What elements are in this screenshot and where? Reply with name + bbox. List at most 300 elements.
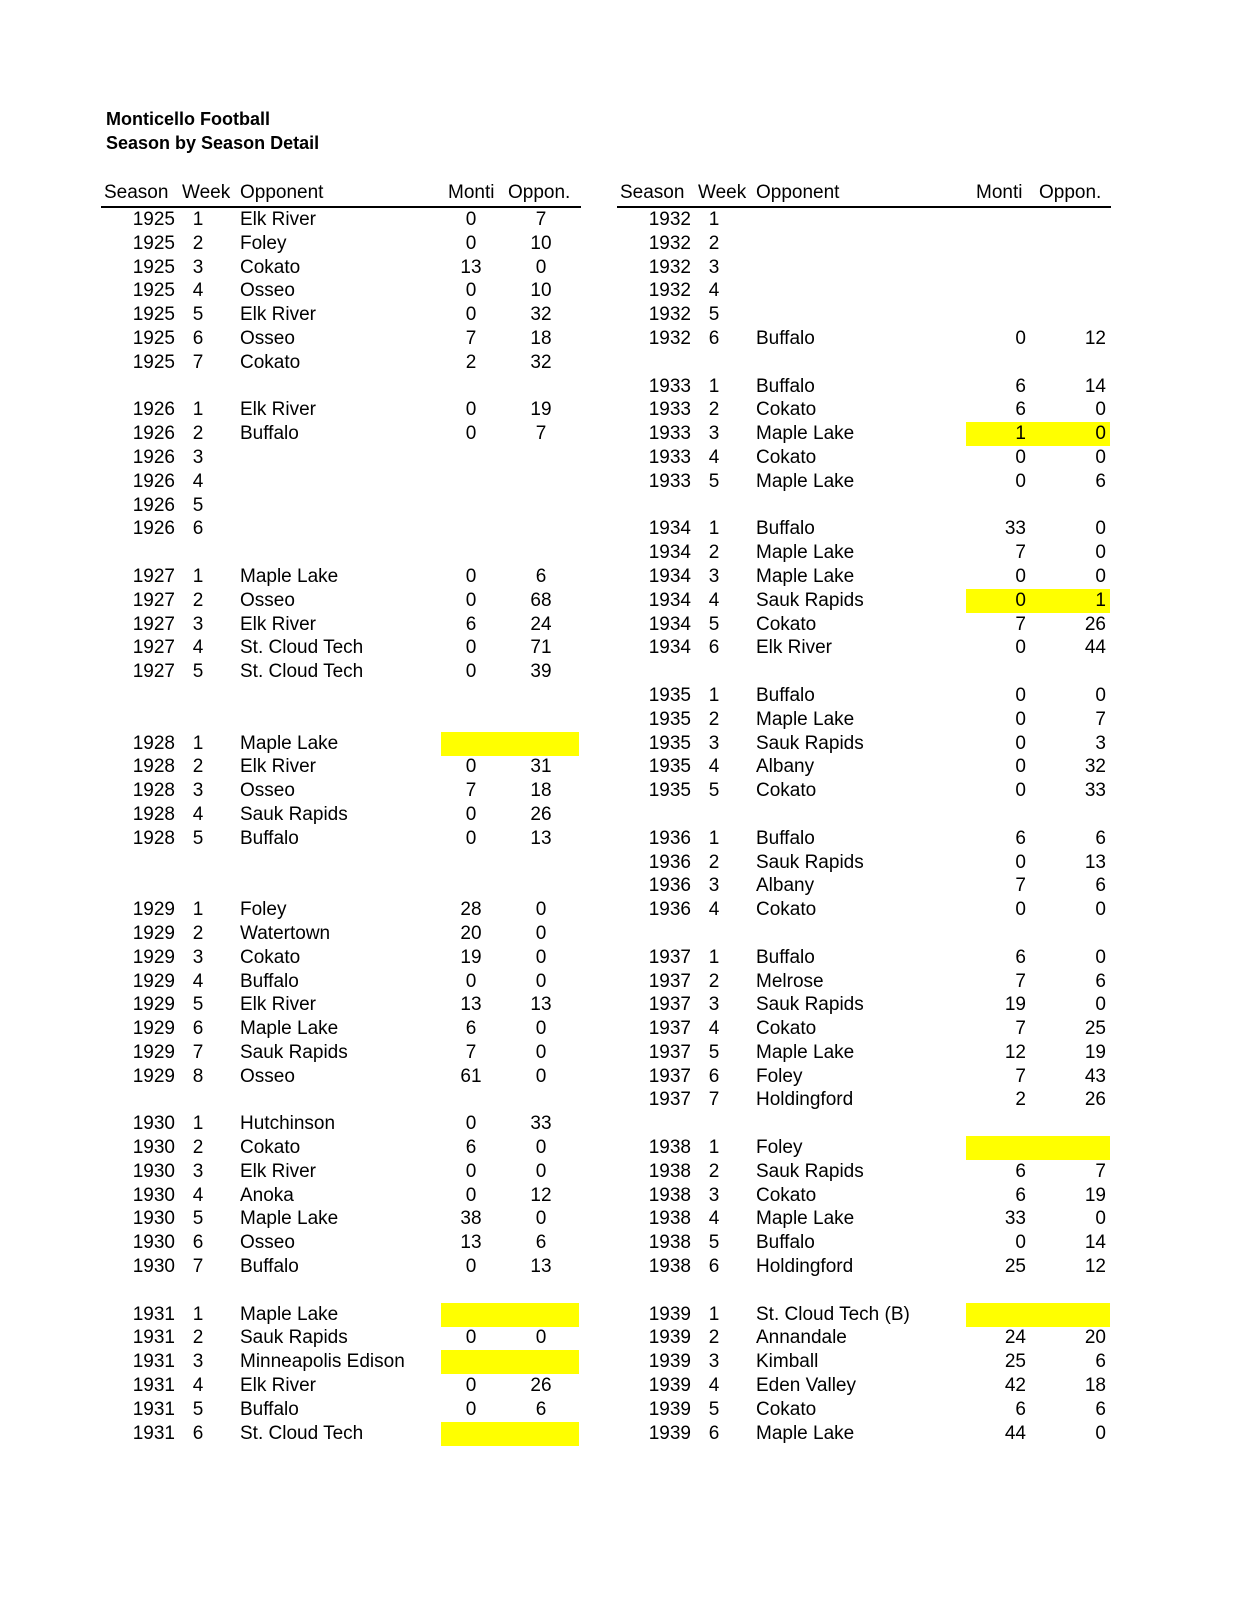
- season-cell: 1931: [132, 1398, 175, 1420]
- season-cell: 1928: [132, 827, 175, 849]
- oppon-cell: 18: [1084, 1375, 1106, 1397]
- table-row: [617, 1303, 1111, 1327]
- table-row: [617, 898, 1111, 922]
- table-row: [101, 898, 581, 922]
- week-cell: 5: [708, 613, 720, 635]
- table-row: [101, 1398, 581, 1422]
- blank-row: [617, 660, 1111, 684]
- season-cell: 1939: [648, 1398, 691, 1420]
- week-cell: 6: [192, 1422, 204, 1444]
- week-cell: 3: [708, 565, 720, 587]
- season-cell: 1938: [648, 1160, 691, 1182]
- table-row: [101, 732, 581, 756]
- table-row: [617, 1326, 1111, 1350]
- week-cell: 6: [708, 637, 720, 659]
- table-row: [617, 303, 1111, 327]
- oppon-cell: 71: [530, 637, 552, 659]
- season-cell: 1931: [132, 1327, 175, 1349]
- table-row: [617, 279, 1111, 303]
- season-cell: 1938: [648, 1137, 691, 1159]
- oppon-cell: 6: [535, 565, 547, 587]
- table-row: [617, 1350, 1111, 1374]
- season-cell: 1934: [648, 637, 691, 659]
- week-cell: 1: [708, 518, 720, 540]
- week-cell: 6: [192, 1018, 204, 1040]
- oppon-cell: 14: [1084, 1232, 1106, 1254]
- oppon-cell: 32: [530, 304, 552, 326]
- opponent-cell: Cokato: [756, 1018, 817, 1040]
- monti-cell: 7: [1015, 613, 1026, 635]
- monti-cell: 6: [465, 1018, 477, 1040]
- season-cell: 1930: [132, 1113, 175, 1135]
- week-cell: 2: [192, 232, 204, 254]
- table-row: [101, 232, 581, 256]
- oppon-cell: 0: [1095, 399, 1106, 421]
- week-cell: 1: [708, 1303, 720, 1325]
- table-row: [617, 851, 1111, 875]
- table-row: [617, 1136, 1111, 1160]
- oppon-cell: 13: [530, 994, 552, 1016]
- week-cell: 5: [708, 1041, 720, 1063]
- season-cell: 1930: [132, 1208, 175, 1230]
- monti-cell: 2: [1015, 1089, 1026, 1111]
- opponent-cell: Maple Lake: [756, 1041, 855, 1063]
- header-week: Week: [182, 182, 231, 203]
- oppon-cell: 0: [1095, 1208, 1106, 1230]
- season-cell: 1939: [648, 1375, 691, 1397]
- header-opponent: Opponent: [240, 182, 324, 203]
- table-row: [101, 1350, 581, 1374]
- monti-cell: 0: [465, 803, 477, 825]
- week-cell: 2: [708, 851, 720, 873]
- monti-cell: 13: [460, 1232, 482, 1254]
- monti-cell: 25: [1004, 1351, 1026, 1373]
- table-row: [101, 327, 581, 351]
- oppon-cell: 18: [530, 780, 552, 802]
- opponent-cell: Elk River: [240, 613, 317, 635]
- opponent-cell: Maple Lake: [240, 1303, 339, 1325]
- opponent-cell: Albany: [756, 756, 815, 778]
- monti-cell: 44: [1004, 1422, 1026, 1444]
- opponent-cell: Sauk Rapids: [756, 1160, 864, 1182]
- monti-cell: 0: [1015, 756, 1026, 778]
- table-row: [101, 613, 581, 637]
- oppon-cell: 26: [530, 803, 552, 825]
- season-cell: 1931: [132, 1375, 175, 1397]
- table-row: [101, 779, 581, 803]
- table-row: [101, 517, 581, 541]
- week-cell: 2: [708, 1327, 720, 1349]
- season-cell: 1930: [132, 1160, 175, 1182]
- opponent-cell: Cokato: [756, 399, 817, 421]
- oppon-cell: 0: [535, 1160, 547, 1182]
- table-row: [101, 208, 581, 232]
- week-cell: 3: [708, 994, 720, 1016]
- week-cell: 1: [708, 209, 720, 230]
- week-cell: 4: [192, 1375, 204, 1397]
- oppon-cell: 0: [535, 946, 547, 968]
- week-cell: 5: [192, 827, 204, 849]
- oppon-cell: 19: [1084, 1041, 1106, 1063]
- season-cell: 1939: [648, 1351, 691, 1373]
- season-cell: 1938: [648, 1232, 691, 1254]
- oppon-cell: 6: [1095, 1351, 1106, 1373]
- opponent-cell: Maple Lake: [756, 1422, 855, 1444]
- blank-row: [617, 351, 1111, 375]
- opponent-cell: Sauk Rapids: [756, 589, 864, 611]
- week-cell: 2: [192, 756, 204, 778]
- week-cell: 3: [708, 256, 720, 278]
- table-row: [617, 1041, 1111, 1065]
- season-cell: 1938: [648, 1184, 691, 1206]
- week-cell: 4: [708, 1375, 720, 1397]
- week-cell: 7: [192, 1041, 204, 1063]
- monti-cell: 0: [1015, 780, 1026, 802]
- opponent-cell: Maple Lake: [240, 1208, 339, 1230]
- monti-cell: 2: [465, 351, 477, 373]
- season-cell: 1926: [132, 494, 175, 516]
- oppon-cell: 32: [1084, 756, 1106, 778]
- opponent-cell: Cokato: [240, 351, 301, 373]
- opponent-cell: Eden Valley: [756, 1375, 856, 1397]
- week-cell: 1: [192, 209, 204, 230]
- monti-cell: 6: [465, 1137, 477, 1159]
- oppon-cell: 39: [530, 661, 552, 683]
- opponent-cell: Cokato: [756, 1184, 817, 1206]
- oppon-cell: 12: [1084, 327, 1106, 349]
- oppon-cell: 6: [1095, 827, 1106, 849]
- opponent-cell: Maple Lake: [756, 542, 855, 564]
- blank-row: [101, 1279, 581, 1303]
- oppon-cell: 7: [535, 423, 547, 445]
- week-cell: 4: [192, 1184, 204, 1206]
- opponent-cell: Maple Lake: [240, 565, 339, 587]
- week-cell: 1: [192, 399, 204, 421]
- oppon-cell: 19: [530, 399, 552, 421]
- oppon-cell: 0: [535, 899, 547, 921]
- opponent-cell: Buffalo: [756, 1232, 815, 1254]
- oppon-cell: 26: [1084, 613, 1106, 635]
- week-cell: 2: [192, 1327, 204, 1349]
- season-cell: 1933: [648, 446, 691, 468]
- table-row: [101, 970, 581, 994]
- season-cell: 1929: [132, 1018, 175, 1040]
- monti-cell: 7: [465, 327, 477, 349]
- monti-cell: 0: [1015, 708, 1026, 730]
- monti-cell: 6: [1015, 1160, 1026, 1182]
- opponent-cell: Holdingford: [756, 1089, 854, 1111]
- header-oppon: Oppon.: [1039, 182, 1102, 203]
- opponent-cell: Maple Lake: [756, 470, 855, 492]
- monti-cell: 7: [1015, 1018, 1026, 1040]
- season-cell: 1935: [648, 708, 691, 730]
- week-cell: 5: [708, 780, 720, 802]
- oppon-cell: 6: [1095, 875, 1106, 897]
- table-row: [617, 684, 1111, 708]
- opponent-cell: Minneapolis Edison: [240, 1351, 405, 1373]
- oppon-cell: 0: [535, 1041, 547, 1063]
- week-cell: 6: [708, 1422, 720, 1444]
- opponent-cell: Cokato: [756, 446, 817, 468]
- monti-cell: 0: [465, 756, 477, 778]
- table-row: [617, 636, 1111, 660]
- opponent-cell: Sauk Rapids: [240, 1327, 348, 1349]
- document-title: Monticello Football: [106, 109, 270, 129]
- opponent-cell: Anoka: [240, 1184, 294, 1206]
- season-cell: 1928: [132, 780, 175, 802]
- season-cell: 1935: [648, 780, 691, 802]
- monti-cell: 33: [1004, 1208, 1026, 1230]
- opponent-cell: Foley: [756, 1065, 803, 1087]
- monti-cell: 19: [1004, 994, 1026, 1016]
- opponent-cell: Osseo: [240, 327, 295, 349]
- header-opponent: Opponent: [756, 182, 840, 203]
- opponent-cell: Elk River: [756, 637, 833, 659]
- opponent-cell: Maple Lake: [756, 1208, 855, 1230]
- season-cell: 1930: [132, 1137, 175, 1159]
- oppon-cell: 6: [535, 1232, 547, 1254]
- opponent-cell: Foley: [756, 1137, 803, 1159]
- week-cell: 7: [708, 1089, 720, 1111]
- opponent-cell: Hutchinson: [240, 1113, 336, 1135]
- right-table-header: [617, 180, 1111, 208]
- table-row: [617, 375, 1111, 399]
- table-row: [101, 946, 581, 970]
- week-cell: 3: [708, 1351, 720, 1373]
- week-cell: 5: [192, 494, 204, 516]
- table-row: [617, 1160, 1111, 1184]
- oppon-cell: 26: [1084, 1089, 1106, 1111]
- season-cell: 1929: [132, 899, 175, 921]
- week-cell: 3: [192, 780, 204, 802]
- week-cell: 3: [708, 875, 720, 897]
- week-cell: 3: [192, 446, 204, 468]
- oppon-cell: 0: [1095, 565, 1106, 587]
- table-row: [101, 922, 581, 946]
- opponent-cell: Foley: [240, 899, 287, 921]
- week-cell: 3: [192, 256, 204, 278]
- opponent-cell: Cokato: [240, 1137, 301, 1159]
- oppon-cell: 31: [530, 756, 552, 778]
- season-cell: 1938: [648, 1256, 691, 1278]
- season-cell: 1926: [132, 399, 175, 421]
- season-cell: 1929: [132, 922, 175, 944]
- opponent-cell: Melrose: [756, 970, 824, 992]
- oppon-cell: 6: [535, 1398, 547, 1420]
- season-cell: 1930: [132, 1256, 175, 1278]
- week-cell: 1: [708, 684, 720, 706]
- highlight-cell: [966, 1303, 1110, 1327]
- monti-cell: 0: [465, 304, 477, 326]
- oppon-cell: 3: [1095, 732, 1106, 754]
- table-row: [617, 446, 1111, 470]
- oppon-cell: 0: [1095, 684, 1106, 706]
- table-row: [617, 398, 1111, 422]
- oppon-cell: 26: [530, 1375, 552, 1397]
- opponent-cell: Osseo: [240, 589, 295, 611]
- opponent-cell: Maple Lake: [240, 732, 339, 754]
- week-cell: 2: [192, 922, 204, 944]
- monti-cell: 0: [1015, 732, 1026, 754]
- season-cell: 1937: [648, 1018, 691, 1040]
- monti-cell: 13: [460, 256, 482, 278]
- oppon-cell: 6: [1095, 970, 1106, 992]
- week-cell: 4: [708, 589, 720, 611]
- monti-cell: 0: [1015, 851, 1026, 873]
- monti-cell: 0: [1015, 899, 1026, 921]
- oppon-cell: 24: [530, 613, 552, 635]
- season-cell: 1939: [648, 1327, 691, 1349]
- oppon-cell: 0: [535, 1065, 547, 1087]
- oppon-cell: 0: [1095, 423, 1106, 445]
- opponent-cell: Buffalo: [240, 970, 299, 992]
- oppon-cell: 10: [530, 280, 552, 302]
- season-cell: 1927: [132, 589, 175, 611]
- monti-cell: 0: [465, 970, 477, 992]
- monti-cell: 0: [465, 827, 477, 849]
- table-row: [101, 636, 581, 660]
- table-row: [617, 327, 1111, 351]
- season-cell: 1932: [648, 209, 691, 230]
- monti-cell: 6: [1015, 946, 1026, 968]
- oppon-cell: 0: [535, 1208, 547, 1230]
- monti-cell: 0: [465, 232, 477, 254]
- season-cell: 1931: [132, 1422, 175, 1444]
- blank-row: [101, 684, 581, 708]
- week-cell: 1: [708, 1137, 720, 1159]
- season-cell: 1935: [648, 732, 691, 754]
- monti-cell: 0: [465, 280, 477, 302]
- week-cell: 5: [192, 304, 204, 326]
- table-row: [101, 1422, 581, 1446]
- oppon-cell: 0: [535, 1137, 547, 1159]
- table-row: [101, 1303, 581, 1327]
- season-cell: 1936: [648, 827, 691, 849]
- week-cell: 4: [192, 280, 204, 302]
- oppon-cell: 0: [1095, 994, 1106, 1016]
- season-cell: 1935: [648, 756, 691, 778]
- oppon-cell: 12: [1084, 1256, 1106, 1278]
- table-row: [101, 351, 581, 375]
- monti-cell: 0: [1015, 589, 1026, 611]
- season-cell: 1932: [648, 280, 691, 302]
- season-cell: 1927: [132, 565, 175, 587]
- table-row: [101, 993, 581, 1017]
- blank-row: [617, 803, 1111, 827]
- highlight-cell: [441, 732, 579, 756]
- table-row: [101, 1207, 581, 1231]
- season-cell: 1934: [648, 589, 691, 611]
- opponent-cell: Sauk Rapids: [756, 851, 864, 873]
- oppon-cell: 6: [1095, 1398, 1106, 1420]
- left-table-header: [101, 180, 581, 208]
- oppon-cell: 20: [1084, 1327, 1106, 1349]
- opponent-cell: Buffalo: [240, 827, 299, 849]
- monti-cell: 1: [1015, 423, 1026, 445]
- opponent-cell: Osseo: [240, 280, 295, 302]
- monti-cell: 0: [465, 565, 477, 587]
- monti-cell: 0: [1015, 470, 1026, 492]
- opponent-cell: Buffalo: [756, 684, 815, 706]
- opponent-cell: Buffalo: [240, 1256, 299, 1278]
- opponent-cell: Sauk Rapids: [756, 732, 864, 754]
- season-cell: 1936: [648, 875, 691, 897]
- blank-row: [101, 541, 581, 565]
- opponent-cell: Albany: [756, 875, 815, 897]
- week-cell: 4: [708, 280, 720, 302]
- week-cell: 2: [192, 1137, 204, 1159]
- season-cell: 1926: [132, 518, 175, 540]
- oppon-cell: 0: [535, 922, 547, 944]
- season-cell: 1928: [132, 732, 175, 754]
- week-cell: 6: [192, 518, 204, 540]
- season-cell: 1928: [132, 756, 175, 778]
- monti-cell: 7: [465, 1041, 477, 1063]
- oppon-cell: 25: [1084, 1018, 1106, 1040]
- week-cell: 2: [708, 232, 720, 254]
- week-cell: 1: [708, 375, 720, 397]
- week-cell: 7: [192, 351, 204, 373]
- week-cell: 5: [708, 1398, 720, 1420]
- oppon-cell: 32: [530, 351, 552, 373]
- monti-cell: 24: [1004, 1327, 1026, 1349]
- opponent-cell: Cokato: [756, 1398, 817, 1420]
- opponent-cell: Buffalo: [756, 827, 815, 849]
- monti-cell: 19: [460, 946, 482, 968]
- table-row: [101, 565, 581, 589]
- season-cell: 1926: [132, 470, 175, 492]
- season-cell: 1936: [648, 899, 691, 921]
- oppon-cell: 43: [1084, 1065, 1106, 1087]
- season-cell: 1934: [648, 565, 691, 587]
- table-row: [101, 256, 581, 280]
- season-cell: 1938: [648, 1208, 691, 1230]
- table-row: [617, 1207, 1111, 1231]
- week-cell: 5: [192, 1208, 204, 1230]
- blank-row: [101, 874, 581, 898]
- monti-cell: 0: [465, 1375, 477, 1397]
- table-row: [101, 422, 581, 446]
- week-cell: 8: [192, 1065, 204, 1087]
- week-cell: 5: [192, 994, 204, 1016]
- blank-row: [101, 851, 581, 875]
- season-cell: 1928: [132, 803, 175, 825]
- opponent-cell: Cokato: [756, 613, 817, 635]
- oppon-cell: 0: [1095, 946, 1106, 968]
- opponent-cell: Maple Lake: [756, 423, 855, 445]
- week-cell: 3: [192, 946, 204, 968]
- season-cell: 1927: [132, 637, 175, 659]
- opponent-cell: Buffalo: [240, 1398, 299, 1420]
- blank-row: [617, 1279, 1111, 1303]
- season-cell: 1939: [648, 1422, 691, 1444]
- oppon-cell: 0: [535, 970, 547, 992]
- season-cell: 1929: [132, 946, 175, 968]
- season-cell: 1933: [648, 375, 691, 397]
- season-cell: 1927: [132, 661, 175, 683]
- week-cell: 4: [708, 756, 720, 778]
- right-results-table: [617, 180, 1111, 1445]
- monti-cell: 6: [1015, 399, 1026, 421]
- opponent-cell: Foley: [240, 232, 287, 254]
- table-row: [101, 470, 581, 494]
- season-cell: 1926: [132, 446, 175, 468]
- week-cell: 5: [708, 470, 720, 492]
- table-row: [101, 589, 581, 613]
- opponent-cell: Elk River: [240, 209, 317, 230]
- opponent-cell: Buffalo: [756, 518, 815, 540]
- table-row: [617, 970, 1111, 994]
